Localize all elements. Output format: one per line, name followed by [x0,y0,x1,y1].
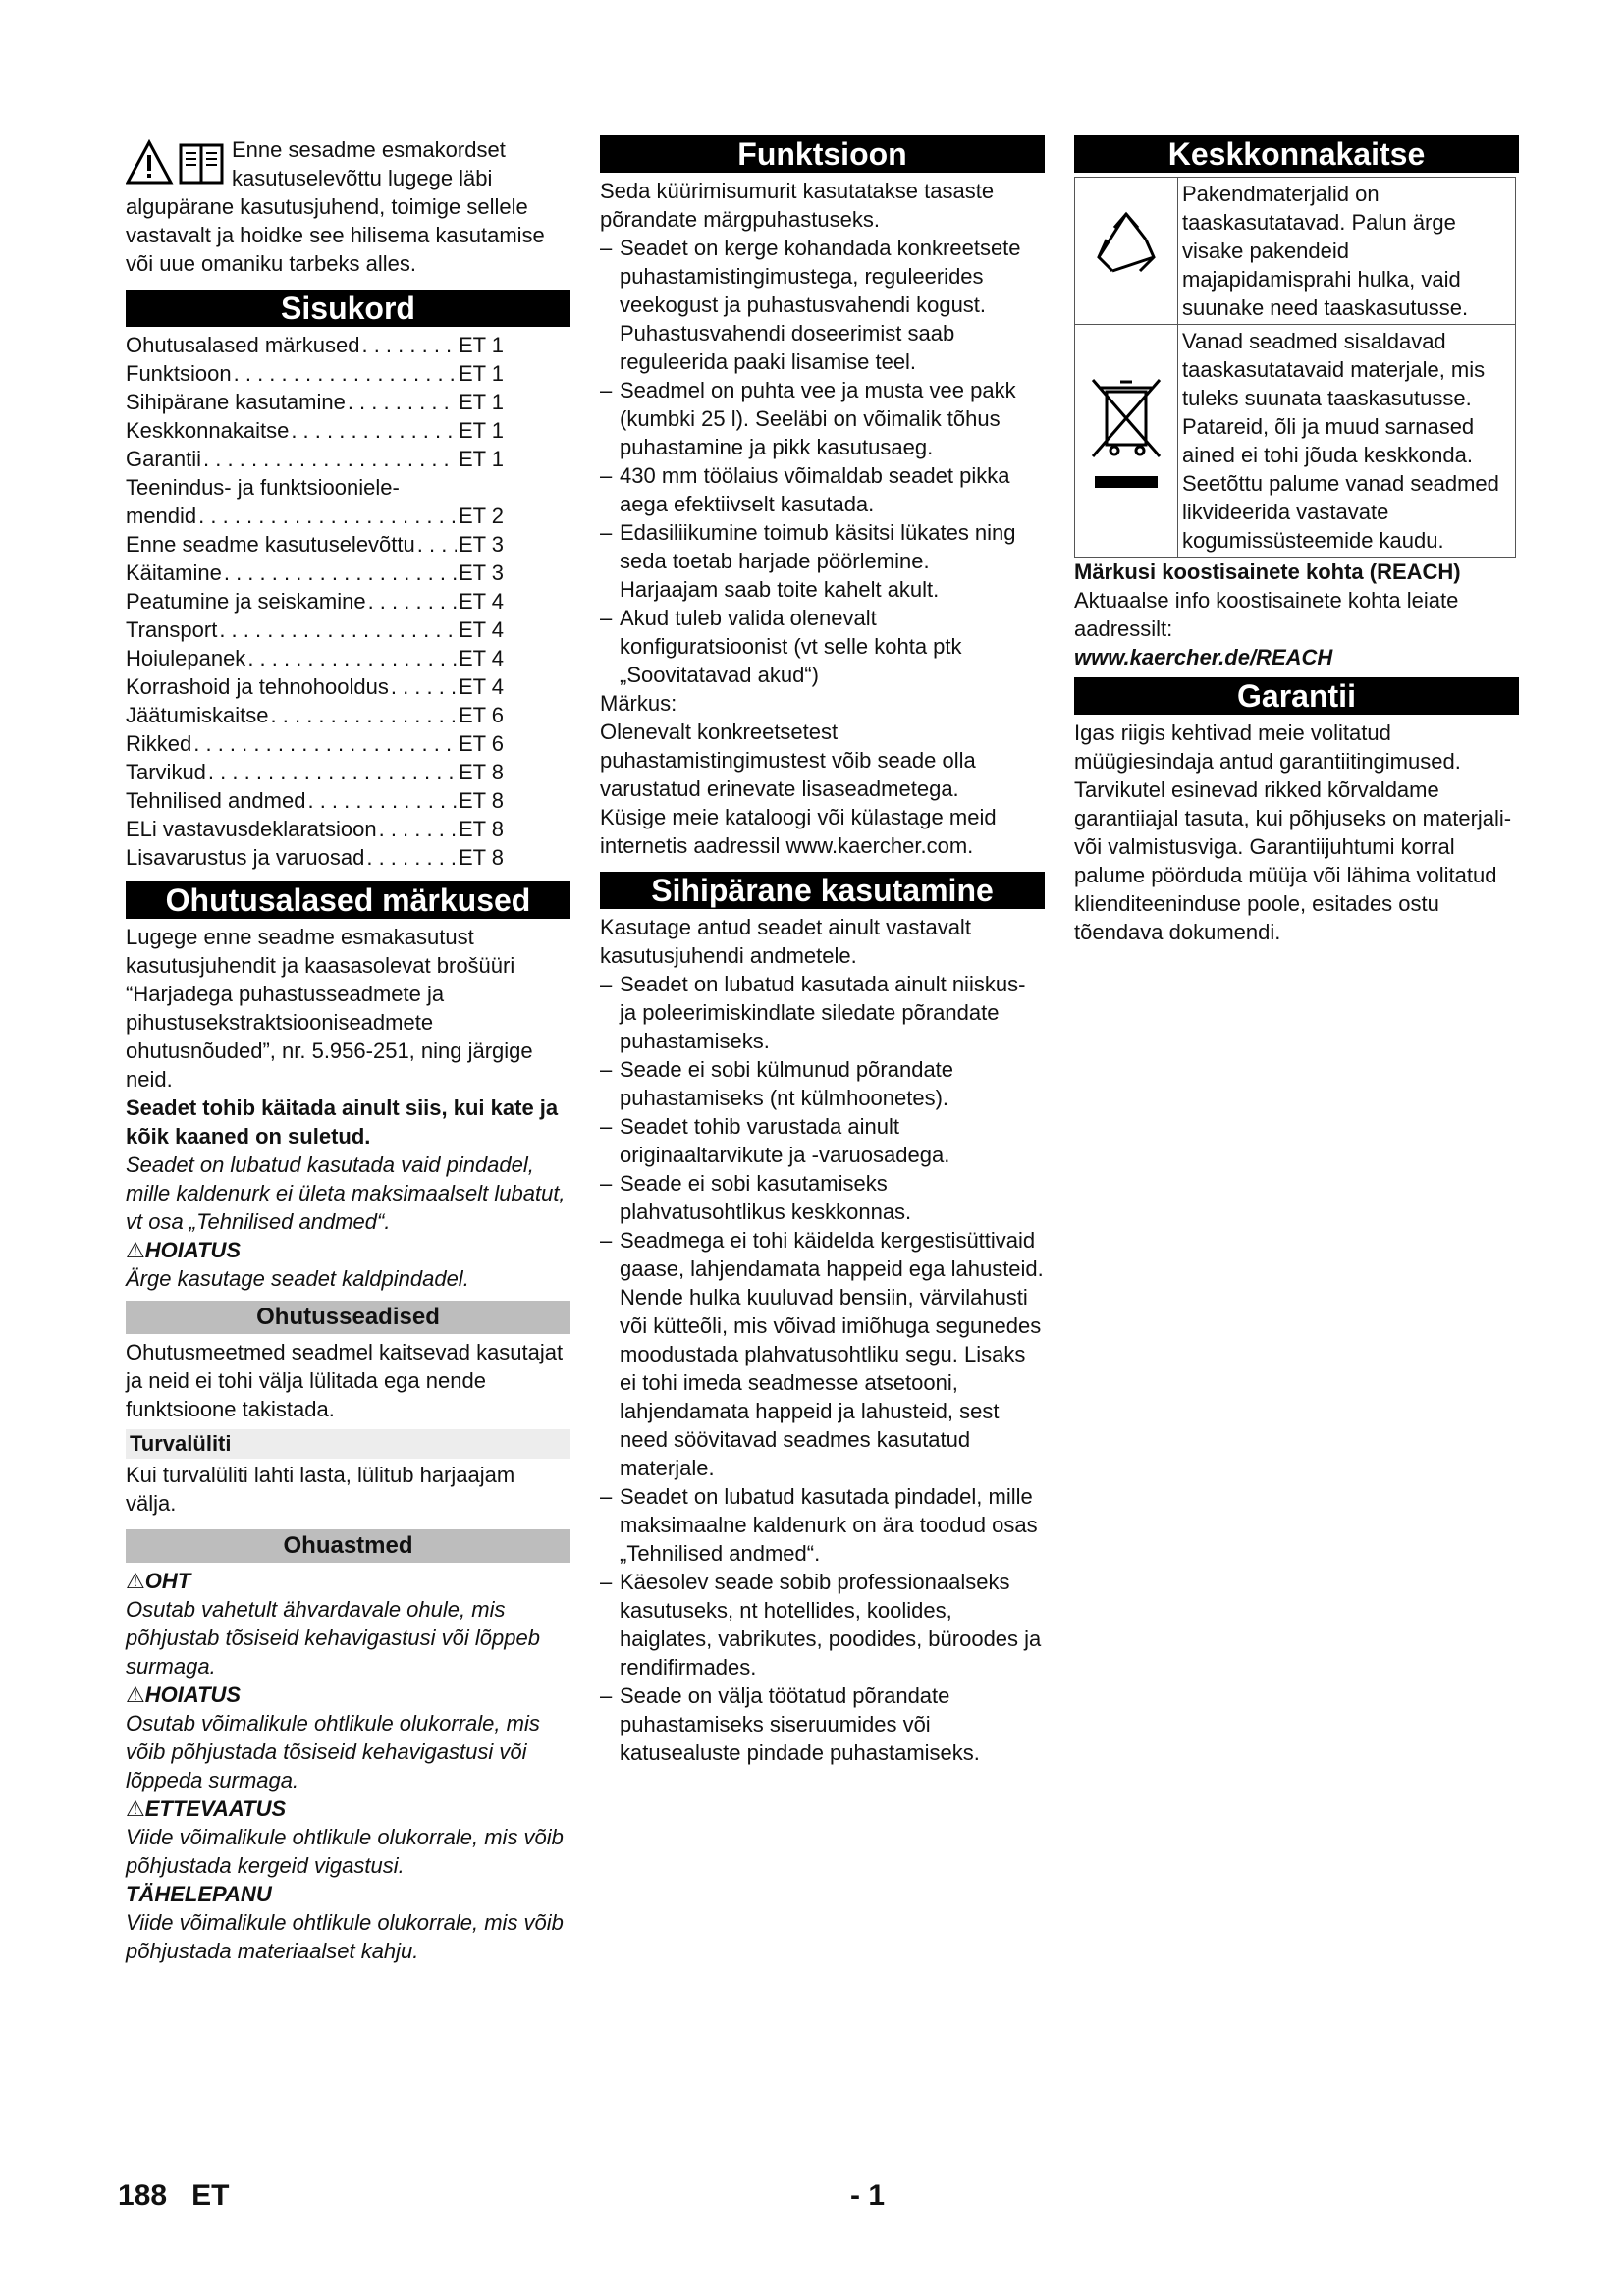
column-left [126,135,570,1965]
safety-switch-text: Kui turvalüliti lahti lasta, lülitub harjaajam välja. [126,1463,515,1516]
toc-heading: Sisukord [126,290,570,327]
reach-heading: Märkusi koostisainete kohta (REACH) [1074,560,1461,584]
toc-page: ET 8 [458,845,504,870]
toc-dots [391,672,457,701]
toc-dots [193,729,457,758]
toc-entry[interactable] [126,843,570,872]
toc-page: ET 6 [458,731,504,756]
warning-text-2: Osutab võimalikule ohtlikule olukorrale, mis võib põhjustada tõsiseid kehavigastusi või lõppeda surmaga. [126,1711,540,1792]
intro-text: Enne sesadme esmakordset kasutuselevõttu lugege läbi algupärane kasutusjuhend, toimige sellele vastavalt ja hoidke see hilisema kasutamise või uue omaniku tarbeks alles. [126,137,545,276]
toc-entry[interactable] [126,786,570,815]
toc-entry[interactable] [126,815,570,843]
list-dash: – [600,1171,613,1196]
toc-entry[interactable] [126,502,570,530]
list-item-text: Seadet on lubatud kasutada ainult niiskus- ja poleerimiskindlate siledate põrandate puhastamiseks. [620,972,1026,1053]
toc-entry[interactable] [126,758,570,786]
crossed-bin-cell [1075,325,1178,558]
environment-heading: Keskkonnakaitse [1074,135,1519,173]
toc-dots [247,644,457,672]
toc-dots [198,502,457,530]
list-dash: – [600,1484,613,1509]
reach-link[interactable]: www.kaercher.de/REACH [1074,645,1333,669]
function-list [600,234,1045,689]
toc-dots [366,843,457,872]
environment-table [1074,177,1516,558]
intended-use-list [600,970,1045,1767]
list-item-continuation: Harjaajam saab toite kahelt akult. [620,577,940,602]
warranty-text: Igas riigis kehtivad meie volitatud müügiesindaja antud garantiitingimused. Tarvikutel esinevad rikked kõrvaldame garantiiajal tasuta, kui põhjuseks on materjali- või valmistusviga. Garantiijuhtumi korral palume pöörduda müüja või lähima volitatud klienditeeninduse poole, esitades ostu tõendava dokumendi. [1074,721,1512,944]
list-item-text: Seadet on kerge kohandada konkreetsete puhastamistingimustega, reguleerides veekogust ja puhastusvahendi kogust. [620,236,1021,317]
toc-entry[interactable] [126,701,570,729]
toc-page: ET 8 [458,817,504,841]
warning-triangle-icon: ⚠ [126,1796,145,1821]
old-devices-text: Vanad seadmed sisaldavad taaskasutatavaid materjale, mis tuleks suunata taaskasutusse. Patareid, õli ja muud sarnased ained ei tohi jõuda keskkonda. Seetõttu palume vanad seadmed likvideerida vastavate kogumissüsteemide kaudu. [1178,325,1516,558]
toc-dots [224,559,457,587]
list-item [600,376,1045,461]
list-item-text: Edasiliikumine toimub käsitsi lükates ning seda toetab harjade pöörlemine. [620,520,1016,573]
toc-page: ET 2 [458,504,504,528]
list-item-continuation: Nende hulka kuuluvad bensiin, värvilahusti või kütteõli, mis võivad imiõhuga segunedes moodustada plahvatusohtliku segu. Lisaks ei tohi imeda seadmesse atsetooni, lahjendamata happeid ja lahusteid, sest need söövitavad seadmes kasutatud materjale. [620,1285,1042,1480]
toc-page: ET 4 [458,646,504,670]
catalog-text: Küsige meie kataloogi või külastage meid internetis aadressil www.kaercher.com. [600,805,997,858]
safety-italic-text: Seadet on lubatud kasutada vaid pindadel, mille kaldenurk ei ületa maksimaalselt lubatut, vt osa „Tehnilised andmed“. [126,1152,566,1234]
safety-devices-heading: Ohutusseadised [126,1301,570,1334]
list-dash: – [600,463,613,488]
toc-page: ET 8 [458,760,504,784]
toc-label: Tehnilised andmed [126,788,306,813]
list-dash: – [600,1057,613,1082]
warranty-heading: Garantii [1074,677,1519,715]
recycle-icon-cell [1075,178,1178,325]
toc-label: Käitamine [126,561,222,585]
list-dash: – [600,378,613,402]
list-dash: – [600,1570,613,1594]
warning-triangle-icon: ⚠ [126,1238,145,1262]
column-right [1074,135,1519,946]
list-item [600,1226,1045,1482]
list-item [600,1112,1045,1169]
toc-label: Sihipärane kasutamine [126,390,346,414]
list-item [600,1482,1045,1568]
toc-entry[interactable] [126,473,570,502]
list-item-text: Seadet on lubatud kasutada pindadel, mille maksimaalne kaldenurk on ära toodud osas „Tehnilised andmed“. [620,1484,1038,1566]
note-text: Olenevalt konkreetsetest puhastamistingimustest võib seade olla varustatud erinevate lisaseadmetega. [600,720,976,801]
function-heading: Funktsioon [600,135,1045,173]
safety-heading: Ohutusalased märkused [126,881,570,919]
warning-label: ⚠HOIATUS [126,1238,242,1262]
toc-page: ET 8 [458,788,504,813]
toc-label: Transport [126,617,218,642]
toc-label: Enne seadme kasutuselevõttu [126,532,415,557]
toc-dots [348,388,457,416]
toc-page: ET 1 [458,447,504,471]
list-item-continuation: Puhastusvahendi doseerimist saab reguleerida paaki lisamise teel. [620,321,955,374]
table-of-contents [126,331,570,872]
warning-text: Ärge kasutage seadet kaldpindadel. [126,1266,469,1291]
list-dash: – [600,606,613,630]
list-item-text: Seadmega ei tohi käidelda kergestisüttivaid gaase, lahjendamata happeid ega lahusteid. [620,1228,1044,1281]
warning-triangle-icon: ⚠ [126,1682,145,1707]
list-item [600,234,1045,376]
function-intro: Seda küürimisumurit kasutatakse tasaste põrandate märgpuhastuseks. [600,179,995,232]
toc-entry[interactable] [126,587,570,615]
toc-dots [417,530,457,559]
list-item-text: Seadmel on puhta vee ja musta vee pakk (kumbki 25 l). Seeläbi on võimalik tõhus puhastamine ja pikk kasutusaeg. [620,378,1016,459]
list-item [600,518,1045,604]
danger-text: Osutab vahetult ähvardavale ohule, mis põhjustab tõsiseid kehavigastusi või lõppeb surmaga. [126,1597,540,1679]
list-item [600,970,1045,1055]
toc-label: Lisavarustus ja varuosad [126,845,365,870]
safety-bold-text: Seadet tohib käitada ainult siis, kui kate ja kõik kaaned on suletud. [126,1095,559,1148]
toc-dots [271,701,457,729]
column-middle [600,135,1045,1767]
list-item-text: Käesolev seade sobib professionaalseks kasutuseks, nt hotellides, koolides, haiglates, vabrikutes, poodides, büroodes ja rendifirmades. [620,1570,1042,1680]
toc-label: Rikked [126,731,192,756]
toc-dots [208,758,457,786]
note-label: Märkus: [600,691,677,716]
toc-entry[interactable] [126,359,570,388]
toc-entry[interactable] [126,615,570,644]
toc-dots [203,445,457,473]
list-item-text: Seade ei sobi kasutamiseks plahvatusohtlikus keskkonnas. [620,1171,912,1224]
page-number: 188 [118,2179,168,2212]
toc-label: Hoiulepanek [126,646,246,670]
toc-page: ET 3 [458,561,504,585]
intended-use-heading: Sihipärane kasutamine [600,872,1045,909]
list-dash: – [600,520,613,545]
crossed-bin-icon [1085,374,1167,502]
toc-page: ET 3 [458,532,504,557]
list-item-text: Akud tuleb valida olenevalt konfiguratsioonist (vt selle kohta ptk „Soovitatavad akud“) [620,606,962,687]
toc-page: ET 1 [458,390,504,414]
list-item [600,604,1045,689]
toc-label: Korrashoid ja tehnohooldus [126,674,389,699]
list-dash: – [600,1114,613,1139]
reach-text: Aktuaalse info koostisainete kohta leiate aadressilt: [1074,588,1459,641]
toc-entry[interactable] [126,644,570,672]
recycle-icon [1085,206,1167,289]
toc-label: Ohutusalased märkused [126,333,360,357]
toc-dots [379,815,457,843]
warning-label-2: ⚠HOIATUS [126,1682,242,1707]
list-item [600,1682,1045,1767]
toc-entry[interactable] [126,416,570,445]
safety-devices-text: Ohutusmeetmed seadmel kaitsevad kasutajat ja neid ei tohi välja lülitada ega nende funktsioone takistada. [126,1340,564,1421]
table-row [1075,325,1516,558]
list-dash: – [600,236,613,260]
packaging-text: Pakendmaterjalid on taaskasutatavad. Palun ärge visake pakendeid majapidamisprahi hulka, vaid suunake need taaskasutusse. [1178,178,1516,325]
caution-text: Viide võimalikule ohtlikule olukorrale, mis võib põhjustada kergeid vigastusi. [126,1825,564,1878]
list-item [600,1169,1045,1226]
toc-entry[interactable] [126,445,570,473]
intended-use-intro: Kasutage antud seadet ainult vastavalt kasutusjuhendi andmetele. [600,915,971,968]
list-item [600,461,1045,518]
toc-entry[interactable] [126,388,570,416]
toc-page: ET 1 [458,361,504,386]
caution-label: ⚠ETTEVAATUS [126,1796,287,1821]
toc-dots [291,416,457,445]
language-code: ET [191,2179,230,2212]
open-book-icon [181,145,222,183]
toc-dots [307,786,456,815]
toc-entry[interactable] [126,559,570,587]
list-dash: – [600,972,613,996]
toc-dots [234,359,457,388]
attention-text: Viide võimalikule ohtlikule olukorrale, mis võib põhjustada materiaalset kahju. [126,1910,564,1963]
warning-triangle-icon: ⚠ [126,1569,145,1593]
toc-page: ET 6 [458,703,504,727]
toc-page: ET 4 [458,674,504,699]
toc-entry[interactable] [126,331,570,359]
list-item [600,1568,1045,1682]
toc-dots [361,331,456,359]
toc-dots [219,615,457,644]
toc-label: Tarvikud [126,760,206,784]
attention-label: TÄHELEPANU [126,1882,272,1906]
toc-entry[interactable] [126,530,570,559]
footer-page-number [118,2181,229,2210]
danger-label: ⚠OHT [126,1569,191,1593]
toc-label: Garantii [126,447,202,471]
toc-dots [368,587,457,615]
toc-page: ET 1 [458,333,504,357]
toc-label: Jäätumiskaitse [126,703,269,727]
table-row [1075,178,1516,325]
list-item-text: 430 mm töölaius võimaldab seadet pikka aega efektiivselt kasutada. [620,463,1010,516]
list-item-text: Seade ei sobi külmunud põrandate puhastamiseks (nt külmhoonetes). [620,1057,954,1110]
toc-label: Funktsioon [126,361,232,386]
toc-page: ET 4 [458,617,504,642]
list-item [600,1055,1045,1112]
toc-label: ELi vastavusdeklaratsioon [126,817,377,841]
intro-icons [126,139,232,187]
toc-entry[interactable] [126,672,570,701]
footer-center-number: - 1 [850,2179,886,2212]
safety-switch-heading: Turvalüliti [126,1429,570,1459]
hazard-levels-heading: Ohuastmed [126,1529,570,1563]
toc-label: Keskkonnakaitse [126,418,290,443]
safety-text: Lugege enne seadme esmakasutust kasutusjuhendit ja kaasasolevat brošüüri “Harjadega puhastusseadmete ja pihustusekstraktsiooniseadmete ohutusnõuded”, nr. 5.956-251, ning järgige neid. [126,925,533,1092]
warning-triangle-icon [128,142,171,183]
toc-page: ET 1 [458,418,504,443]
toc-label: Teenindus- ja funktsiooniele- [126,475,400,500]
toc-label: Peatumine ja seiskamine [126,589,366,614]
list-dash: – [600,1683,613,1708]
toc-entry[interactable] [126,729,570,758]
toc-label: mendid [126,504,197,528]
list-dash: – [600,1228,613,1253]
list-item-text: Seadet tohib varustada ainult originaaltarvikute ja -varuosadega. [620,1114,950,1167]
list-item-text: Seade on välja töötatud põrandate puhastamiseks siseruumides või katusealuste pindade puhastamiseks. [620,1683,980,1765]
toc-page: ET 4 [458,589,504,614]
